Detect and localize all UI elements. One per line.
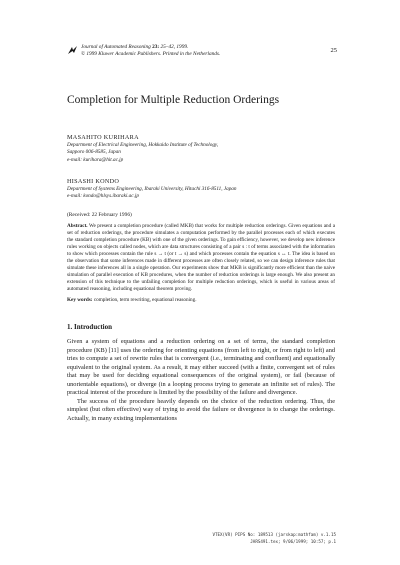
abstract-text: We present a completion procedure (called MKB) that works for multiple reduction orderings. Given equations and a set of reduction orderings, the procedure simulates a computation performed by the parallel processes each of which executes the standard completion procedure (KB) with one of the given orderings. To gain efficiency, however, we develop new inference rules working on objects called nodes, which are data structures consisting of a pair s : t of terms associated with the information to show which processes contain the rule s → t (or t → s) and which processes contain the equation s ↔ t. The idea is based on the observation that some inferences made in different processes are often closely related, so we can design inference rules that simulate these inferences all in a single operation. Our experiments show that MKB is significantly more efficient than the naive simulation of parallel execution of KB procedures, when the number of reduction orderings is large enough. We also present an extension of this technique to the unfailing completion for multiple reduction orderings, which is useful in various areas of automated reasoning, including equational theorem proving. <box>67 223 335 293</box>
abstract <box>67 223 335 293</box>
keywords-text: completion, term rewriting, equational reasoning. <box>93 297 197 303</box>
copyright-line: © 1999 Kluwer Academic Publishers. Printed in the Netherlands. <box>81 51 221 57</box>
author-affiliation: Sapporo 006-8585, Japan <box>67 149 121 155</box>
keywords-label: Key words: <box>67 297 93 303</box>
paper-title: Completion for Multiple Reduction Orderings <box>67 94 280 106</box>
author-affiliation: Department of Electrical Engineering, Hokkaido Institute of Technology, <box>67 142 219 148</box>
body-text <box>67 338 335 423</box>
author-email: e-mail: kurihara@hit.ac.jp <box>67 157 124 163</box>
author-email: e-mail: kondo@hlsys.ibaraki.ac.jp <box>67 193 139 199</box>
footer-line: JARS491.tex; 9/06/1999; 10:57; p.1 <box>250 539 336 544</box>
author-name: HISASHI KONDO <box>67 178 120 185</box>
paragraph: Given a system of equations and a reduction ordering on a set of terms, the standard completion procedure (KB) [11] uses the ordering for orienting equations (from left to right, or from right to left) and tries to compute a set of rewrite rules that is convergent (i.e., terminating and confluent) and equationally equivalent to the original system. As a result, it may either succeed (with a finite, convergent set of rules that may be used for deciding equational consequences of the original system), or fail (because of unorientable equations), or diverge (in a looping process trying to generate an infinite set of rules). The practical interest of the procedure is limited by the possibility of the failure and divergence. <box>67 338 335 397</box>
footer-line: VTEX(VR) PIPS No: 189513 (jarskap:mathfam) v.1.15 <box>212 532 336 537</box>
received-date: (Received: 22 February 1996) <box>67 212 132 218</box>
journal-citation: Journal of Automated Reasoning 23: 25–42, 1999. <box>81 44 189 50</box>
keywords <box>67 297 335 304</box>
author-name: MASAHITO KURIHARA <box>67 134 139 141</box>
paragraph: The success of the procedure heavily depends on the choice of the reduction ordering. Thus, the simplest (but often effective) way of trying to avoid the failure or divergence is to change the orderings. Actually, in many existing implementations <box>67 397 335 422</box>
abstract-label: Abstract. <box>67 223 88 229</box>
section-heading: 1. Introduction <box>67 323 112 331</box>
author-affiliation: Department of Systems Engineering, Ibaraki University, Hitachi 316-8511, Japan <box>67 186 237 192</box>
page-number: 25 <box>330 47 337 54</box>
publisher-logo-icon <box>67 45 78 56</box>
